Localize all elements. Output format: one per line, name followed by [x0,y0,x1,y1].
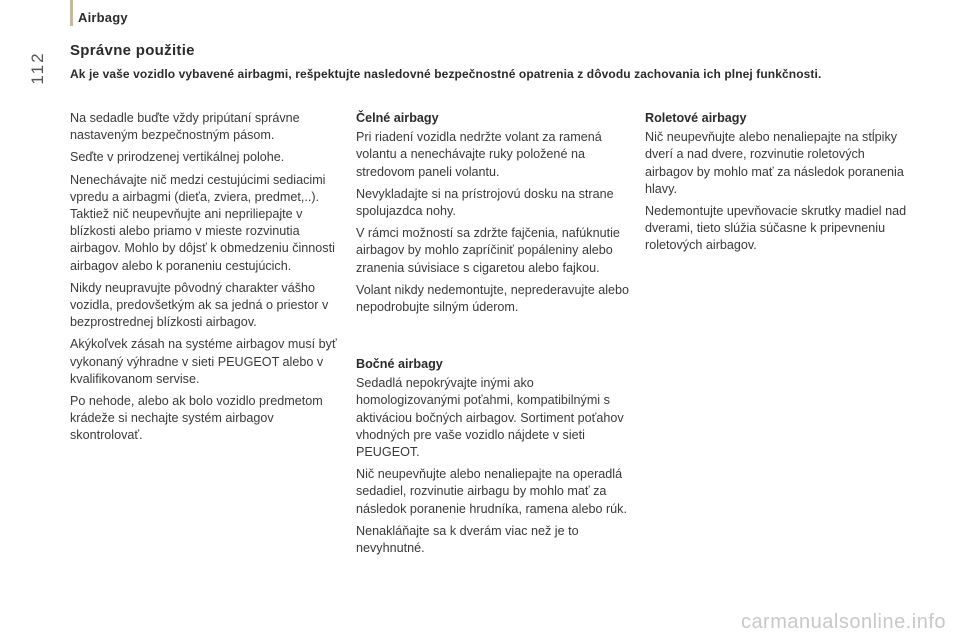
column-curtain-airbags [645,110,915,260]
paragraph: Nedemontujte upevňovacie skrutky madiel nad dverami, tieto slúžia súčasne k pripevneniu roletových airbagov. [645,204,907,253]
page-number: 112 [28,51,47,85]
front-airbags-heading: Čelné airbagy [356,111,439,125]
paragraph: Seďte v prirodzenej vertikálnej polohe. [70,150,285,165]
paragraph: Pri riadení vozidla nedržte volant za ramená volantu a nenechávajte ruky položené na stredovom paneli volantu. [356,130,602,179]
paragraph: Nič neupevňujte alebo nenaliepajte na operadlá sedadiel, rozvinutie airbagu by mohlo mať za následok poranenie hrudníka, ramena alebo rúk. [356,467,627,516]
paragraph: Akýkoľvek zásah na systéme airbagov musí byť vykonaný výhradne v sieti PEUGEOT alebo v kvalifikovanom servise. [70,337,337,386]
paragraph: V rámci možností sa zdržte fajčenia, nafúknutie airbagov by mohlo zapríčiniť popáleniny alebo zranenia súvisiace s cigaretou alebo fajkou. [356,226,620,275]
section-label: Airbagy [78,10,128,25]
column-front-airbags [356,110,631,321]
column-side-airbags [356,356,631,562]
side-airbags-heading: Bočné airbagy [356,357,443,371]
watermark: carmanualsonline.info [740,611,946,633]
paragraph: Po nehode, alebo ak bolo vozidlo predmetom krádeže si nechajte systém airbagov skontrolovať. [70,394,323,443]
intro-text: Ak je vaše vozidlo vybavené airbagmi, rešpektujte nasledovné bezpečnostné opatrenia z dôvodu zachovania ich plnej funkčnosti. [70,67,822,81]
paragraph: Sedadlá nepokrývajte inými ako homologizovanými poťahmi, kompatibilnými s aktiváciou bočných airbagov. Sortiment poťahov vhodných pre vaše vozidlo nájdete v sieti PEUGEOT. [356,376,624,460]
page-title: Správne použitie [70,42,195,59]
paragraph: Nič neupevňujte alebo nenaliepajte na stĺpiky dverí a nad dvere, rozvinutie roletových airbagov by mohlo mať za následok poranenia hlavy. [645,130,904,196]
paragraph: Nenakláňajte sa k dverám viac než je to nevyhnutné. [356,523,579,556]
paragraph: Nevykladajte si na prístrojovú dosku na strane spolujazdca nohy. [356,186,614,219]
curtain-airbags-heading: Roletové airbagy [645,111,747,125]
column-general [70,110,340,450]
paragraph: Volant nikdy nedemontujte, neprederavujte alebo nepodrobujte silným úderom. [356,282,630,315]
paragraph: Nikdy neupravujte pôvodný charakter vášho vozidla, predovšetkým ak sa jedná o priestor v bezprostrednej blízkosti airbagov. [70,280,329,330]
section-accent-bar [70,0,73,26]
paragraph: Nenechávajte nič medzi cestujúcimi sediacimi vpredu a airbagmi (dieťa, zviera, predmet,..). Taktiež nič neupevňujte ani nepriliepajte v blízkosti alebo priamo v mieste rozvinutia airbagov. Mohlo by dôjsť k obmedzeniu činnosti airbagov alebo k poraneniu cestujúcich. [70,172,335,273]
paragraph: Na sedadle buďte vždy pripútaní správne nastaveným bezpečnostným pásom. [70,111,300,143]
